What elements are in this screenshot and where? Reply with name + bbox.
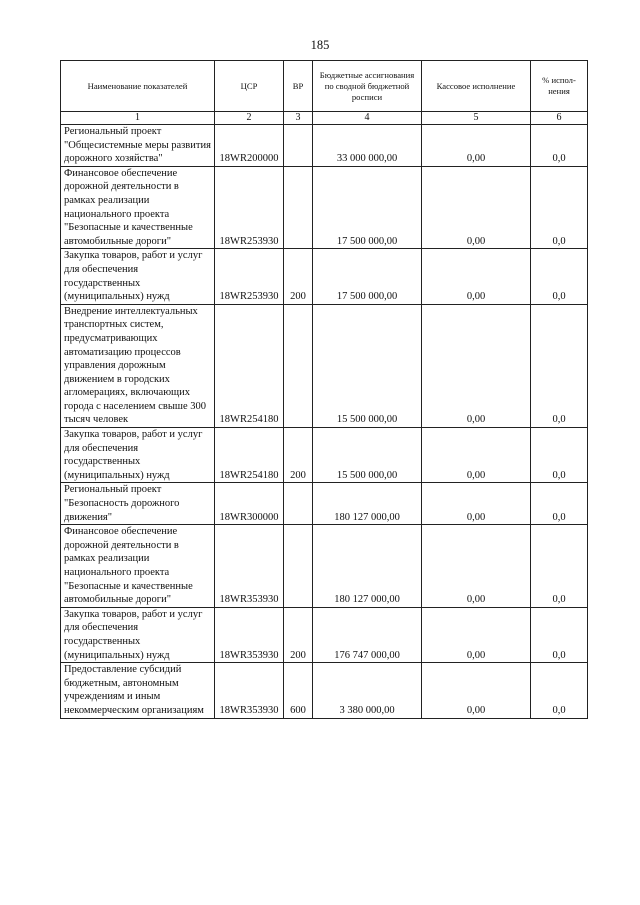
row-vr: [284, 525, 313, 608]
header-pct: % испол-нения: [531, 61, 588, 112]
row-vr: 200: [284, 249, 313, 304]
row-cash: 0,00: [422, 483, 531, 525]
header-budget: Бюджетные ассигнования по сводной бюджетной росписи: [313, 61, 422, 112]
row-budget: 17 500 000,00: [313, 166, 422, 249]
table-row: [61, 125, 588, 167]
column-number: 1: [61, 112, 215, 125]
row-pct: 0,0: [531, 125, 588, 167]
row-csr: 18WR300000: [215, 483, 284, 525]
row-name: Закупка товаров, работ и услуг для обеспечения государственных (муниципальных) нужд: [61, 607, 215, 662]
row-pct: 0,0: [531, 304, 588, 427]
table-row: [61, 525, 588, 608]
row-csr: 18WR254180: [215, 428, 284, 483]
row-vr: [284, 166, 313, 249]
row-csr: 18WR200000: [215, 125, 284, 167]
table-row: [61, 663, 588, 718]
table-row: [61, 428, 588, 483]
column-number: 3: [284, 112, 313, 125]
row-budget: 180 127 000,00: [313, 525, 422, 608]
row-pct: 0,0: [531, 166, 588, 249]
row-vr: [284, 483, 313, 525]
table-row: [61, 166, 588, 249]
row-cash: 0,00: [422, 663, 531, 718]
table-row: [61, 249, 588, 304]
row-name: Закупка товаров, работ и услуг для обеспечения государственных (муниципальных) нужд: [61, 428, 215, 483]
table-row: [61, 304, 588, 427]
header-vr: ВР: [284, 61, 313, 112]
row-budget: 15 500 000,00: [313, 428, 422, 483]
header-cash: Кассовое исполнение: [422, 61, 531, 112]
row-budget: 176 747 000,00: [313, 607, 422, 662]
row-name: Предоставление субсидий бюджетным, автономным учреждениям и иным некоммерческим организациям: [61, 663, 215, 718]
budget-execution-table: [60, 60, 588, 719]
row-cash: 0,00: [422, 607, 531, 662]
row-pct: 0,0: [531, 483, 588, 525]
row-vr: 200: [284, 607, 313, 662]
table-row: [61, 607, 588, 662]
row-pct: 0,0: [531, 607, 588, 662]
header-name: Наименование показателей: [61, 61, 215, 112]
row-csr: 18WR253930: [215, 166, 284, 249]
row-cash: 0,00: [422, 428, 531, 483]
column-number: 6: [531, 112, 588, 125]
table-row: [61, 483, 588, 525]
row-cash: 0,00: [422, 166, 531, 249]
row-cash: 0,00: [422, 125, 531, 167]
row-vr: 600: [284, 663, 313, 718]
column-number: 2: [215, 112, 284, 125]
row-name: Закупка товаров, работ и услуг для обеспечения государственных (муниципальных) нужд: [61, 249, 215, 304]
row-pct: 0,0: [531, 663, 588, 718]
row-name: Внедрение интеллектуальных транспортных систем, предусматривающих автоматизацию процессов управления дорожным движением в городских агломерациях, включающих города с населением свыше 300 тысяч человек: [61, 304, 215, 427]
row-csr: 18WR254180: [215, 304, 284, 427]
row-pct: 0,0: [531, 525, 588, 608]
row-budget: 3 380 000,00: [313, 663, 422, 718]
row-cash: 0,00: [422, 525, 531, 608]
row-cash: 0,00: [422, 249, 531, 304]
row-budget: 17 500 000,00: [313, 249, 422, 304]
row-budget: 33 000 000,00: [313, 125, 422, 167]
row-pct: 0,0: [531, 249, 588, 304]
row-vr: 200: [284, 428, 313, 483]
header-csr: ЦСР: [215, 61, 284, 112]
row-cash: 0,00: [422, 304, 531, 427]
column-number-row: [61, 112, 588, 125]
row-name: Финансовое обеспечение дорожной деятельности в рамках реализации национального проекта "Безопасные и качественные автомобильные дороги": [61, 525, 215, 608]
row-csr: 18WR353930: [215, 525, 284, 608]
page-number: 185: [310, 38, 330, 52]
row-csr: 18WR253930: [215, 249, 284, 304]
row-budget: 180 127 000,00: [313, 483, 422, 525]
row-pct: 0,0: [531, 428, 588, 483]
column-number: 4: [313, 112, 422, 125]
table-header: [61, 61, 588, 112]
row-name: Региональный проект "Общесистемные меры развития дорожного хозяйства": [61, 125, 215, 167]
row-csr: 18WR353930: [215, 607, 284, 662]
row-budget: 15 500 000,00: [313, 304, 422, 427]
row-name: Финансовое обеспечение дорожной деятельности в рамках реализации национального проекта "Безопасные и качественные автомобильные дороги": [61, 166, 215, 249]
row-csr: 18WR353930: [215, 663, 284, 718]
row-name: Региональный проект "Безопасность дорожного движения": [61, 483, 215, 525]
row-vr: [284, 304, 313, 427]
column-number: 5: [422, 112, 531, 125]
row-vr: [284, 125, 313, 167]
